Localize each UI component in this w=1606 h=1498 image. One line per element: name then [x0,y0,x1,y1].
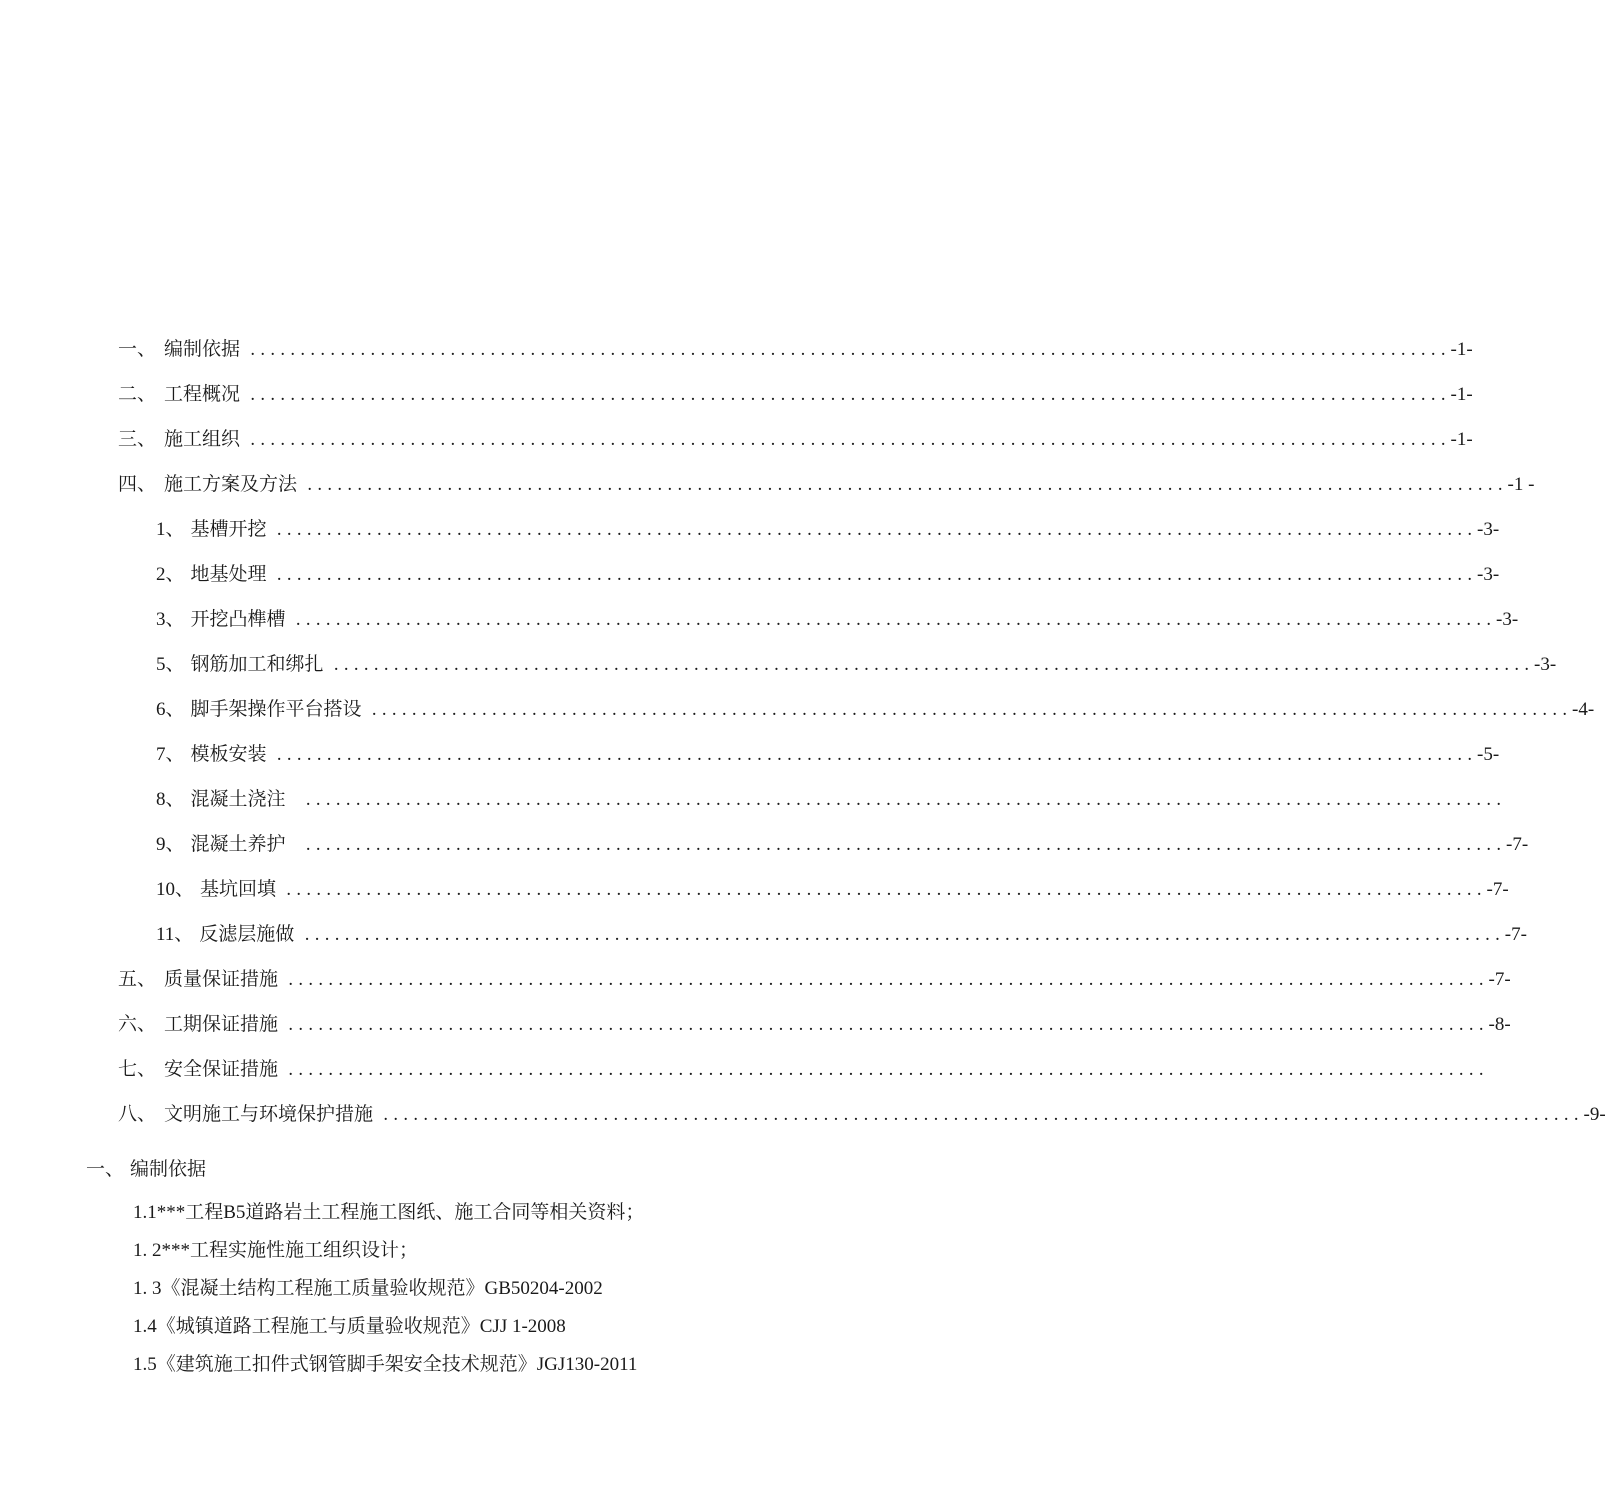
basis-item: 1. 2***工程实施性施工组织设计； [133,1240,419,1261]
toc-entry[interactable] [156,874,1509,904]
toc-entry-number: 一、 [118,338,157,360]
toc-entry-number: 六、 [118,1013,157,1035]
toc-dot-leader: ........................................................................................................................ [288,1015,1489,1035]
toc-entry-title: 文明施工与环境保护措施 [164,1103,374,1125]
toc-entry-title: 基槽开挖 [190,518,267,540]
toc-entry[interactable] [156,784,1506,814]
toc-entry-number: 五、 [118,968,157,990]
toc-dot-leader: ........................................................................................................................ [371,700,1572,720]
toc-entry[interactable] [118,1054,1489,1084]
toc-entry-page: -1- [1450,429,1473,450]
toc-entry-page: -3- [1534,654,1557,675]
toc-entry-title: 工程概况 [164,383,241,405]
toc-entry-title: 安全保证措施 [164,1058,279,1080]
toc-entry-number: 11、 [156,924,194,945]
toc-entry-title: 混凝土浇注 [190,788,286,810]
toc-entry-page: -5- [1477,744,1500,765]
toc-dot-leader: ........................................................................................................................ [383,1105,1584,1125]
toc-entry-title: 质量保证措施 [164,968,279,990]
toc-entry-number: 7、 [156,744,185,765]
toc-dot-leader: ........................................................................................................................ [276,565,1477,585]
toc-entry-number: 3、 [156,609,185,630]
toc-dot-leader: ........................................................................................................................ [250,340,1451,360]
toc-entry-number: 6、 [156,699,185,720]
toc-entry-title: 地基处理 [190,563,267,585]
toc-entry[interactable] [156,559,1500,589]
toc-entry[interactable] [156,739,1500,769]
toc-entry-page: -7- [1488,969,1511,990]
toc-entry-page: -3- [1477,564,1500,585]
toc-entry-title: 工期保证措施 [164,1013,279,1035]
toc-dot-leader: ........................................................................................................................ [250,430,1451,450]
basis-item: 1.4《城镇道路工程施工与质量验收规范》CJJ 1-2008 [133,1316,566,1337]
toc-entry-number: 三、 [118,428,157,450]
toc-entry-title: 脚手架操作平台搭设 [190,698,362,720]
toc-entry-page: -1 - [1507,474,1535,495]
toc-dot-leader: ........................................................................................................................ [333,655,1534,675]
toc-entry-page: -9- [1583,1104,1606,1125]
toc-entry-title: 钢筋加工和绑扎 [190,653,324,675]
toc-entry-title: 混凝土养护 [190,833,286,855]
toc-dot-leader: ........................................................................................................................ [295,610,1496,630]
toc-dot-leader: ........................................................................................................................ [305,835,1506,855]
toc-entry[interactable] [156,604,1519,634]
toc-entry[interactable] [156,694,1595,724]
toc-entry-title: 开挖凸榫槽 [190,608,286,630]
toc-entry[interactable] [118,964,1511,994]
toc-entry-title: 施工方案及方法 [164,473,298,495]
toc-entry[interactable] [118,334,1473,364]
toc-dot-leader: ........................................................................................................................ [305,790,1506,810]
toc-entry-number: 四、 [118,473,157,495]
basis-item: 1.5《建筑施工扣件式钢管脚手架安全技术规范》JGJ130-2011 [133,1354,638,1375]
toc-entry-number: 10、 [156,879,195,900]
toc-dot-leader: ........................................................................................................................ [307,475,1508,495]
toc-entry-page: -4- [1572,699,1595,720]
toc-dot-leader: ........................................................................................................................ [288,970,1489,990]
toc-entry-title: 模板安装 [190,743,267,765]
toc-entry[interactable] [118,469,1535,499]
toc-dot-leader: ........................................................................................................................ [288,1060,1489,1080]
toc-entry[interactable] [156,919,1527,949]
basis-item: 1.1***工程B5道路岩土工程施工图纸、施工合同等相关资料； [133,1202,645,1223]
toc-entry-page: -1- [1450,384,1473,405]
toc-entry-page: -7- [1506,834,1529,855]
toc-dot-leader: ........................................................................................................................ [304,925,1505,945]
toc-dot-leader: ........................................................................................................................ [250,385,1451,405]
toc-dot-leader: ........................................................................................................................ [276,745,1477,765]
toc-entry[interactable] [118,379,1473,409]
toc-entry-page: -7- [1504,924,1527,945]
toc-entry-number: 八、 [118,1103,157,1125]
toc-entry-title: 反滤层施做 [199,923,295,945]
toc-entry-title: 基坑回填 [200,878,277,900]
toc-entry[interactable] [118,424,1473,454]
toc-entry[interactable] [156,514,1500,544]
toc-entry-page: -3- [1496,609,1519,630]
toc-entry-title: 编制依据 [164,338,241,360]
toc-entry-number: 5、 [156,654,185,675]
toc-entry-number: 1、 [156,519,185,540]
toc-entry-number: 9、 [156,834,185,855]
toc-entry-title: 施工组织 [164,428,241,450]
section-heading: 一、 编制依据 [86,1158,207,1180]
toc-entry-number: 二、 [118,383,157,405]
toc-entry-page: -3- [1477,519,1500,540]
toc-dot-leader: ........................................................................................................................ [286,880,1487,900]
toc-entry[interactable] [118,1009,1511,1039]
toc-entry-page: -8- [1488,1014,1511,1035]
basis-item: 1. 3《混凝土结构工程施工质量验收规范》GB50204-2002 [133,1278,603,1299]
toc-entry-page: -7- [1486,879,1509,900]
toc-entry-number: 七、 [118,1058,157,1080]
toc-entry[interactable] [118,1099,1606,1129]
toc-entry-page: -1- [1450,339,1473,360]
toc-dot-leader: ........................................................................................................................ [276,520,1477,540]
toc-entry[interactable] [156,829,1529,859]
toc-entry-number: 8、 [156,789,185,810]
toc-entry-number: 2、 [156,564,185,585]
toc-entry[interactable] [156,649,1557,679]
